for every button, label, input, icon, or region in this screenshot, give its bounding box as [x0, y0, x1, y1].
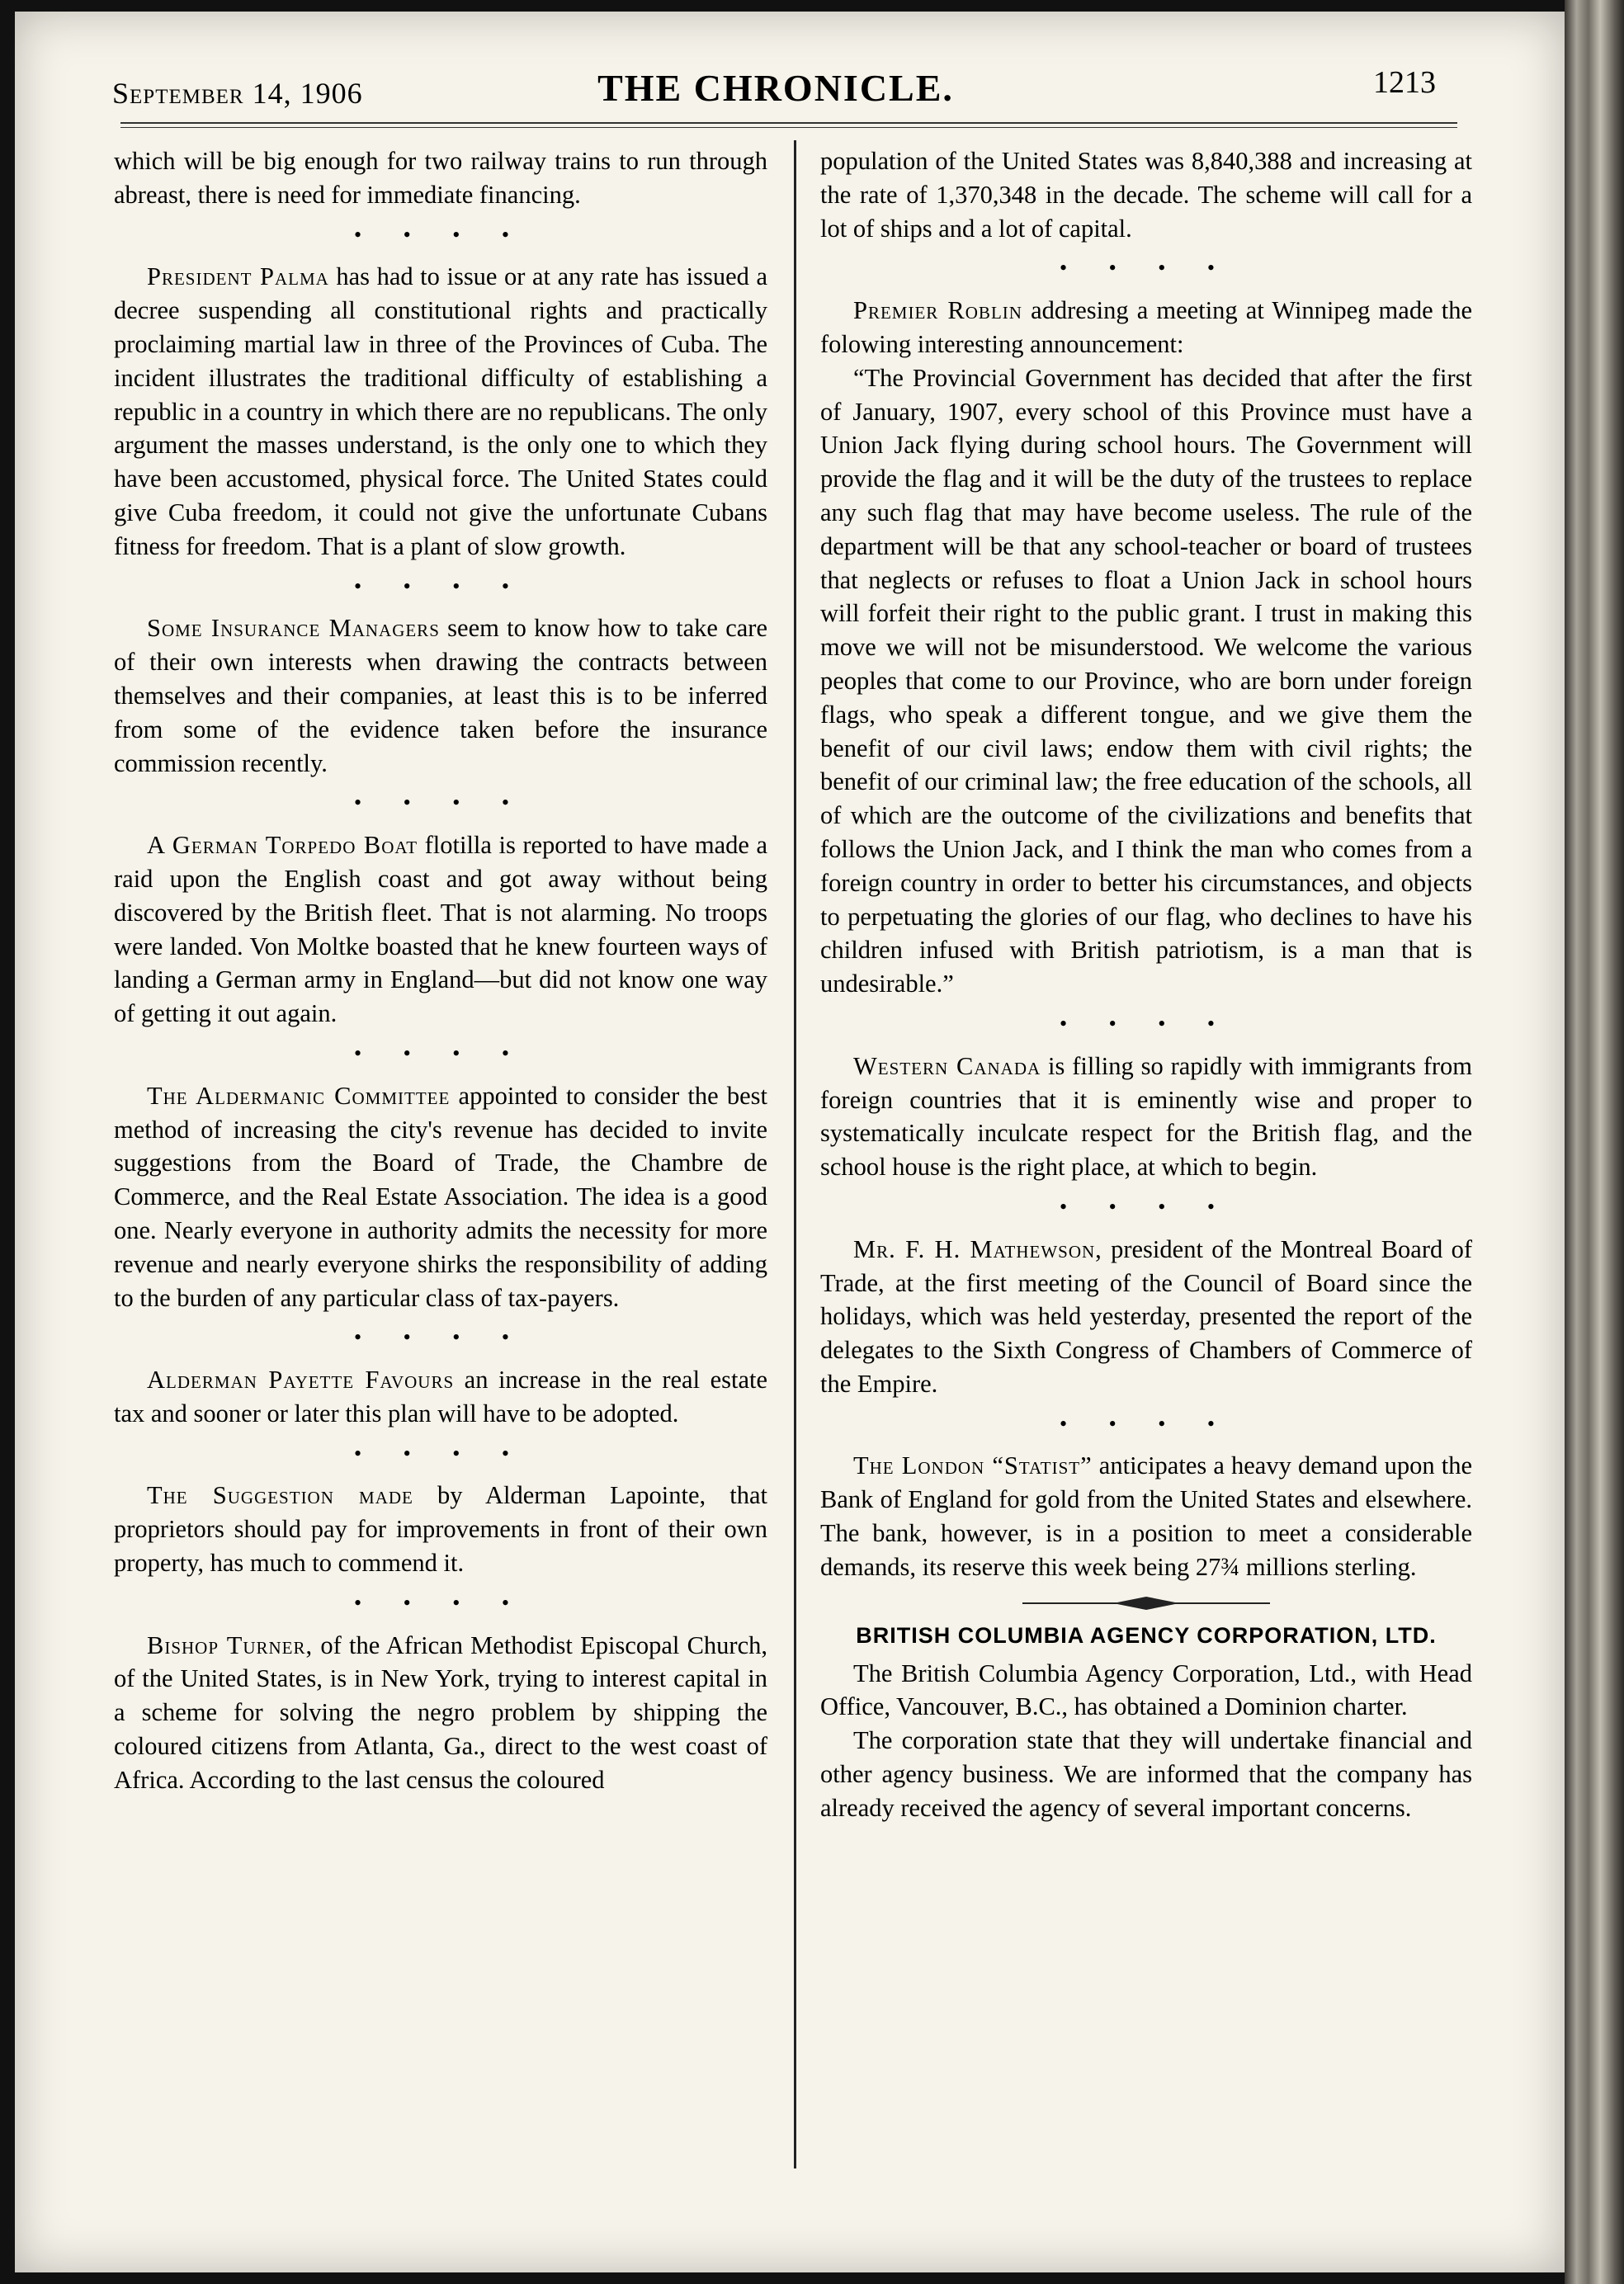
article-text: appointed to consider the best method of increasing the city's revenue has decided to invite suggestions from the Board of Trade, the Chambre de Commerce, and the Real Estate Association. The idea is a good one. Nearly everyone in authority admits the necessity for more revenue and nearly everyone shirks the responsibility of adding to the burden of any particular class of tax-payers. [114, 1081, 767, 1312]
article-text: anticipates a heavy demand upon the Bank of England for gold from the United States and elsewhere. The bank, however, is in a position to meet a considerable demands, its reserve this week being 27¾ millions sterling. [820, 1451, 1473, 1581]
article-text: of the African Methodist Episcopal Church, of the United States, is in New York, trying to interest capital in a scheme for solving the negro problem by shipping the coloured citizens from Atlanta, Ga., direct to the west coast of Africa. According to the last census the coloured [114, 1630, 767, 1794]
article-lead: A German Torpedo Boat [147, 831, 418, 860]
section-separator: • • • • [1060, 1411, 1233, 1436]
article-payette [114, 1363, 767, 1431]
page-header [99, 58, 1452, 116]
header-rule-thin [120, 127, 1457, 128]
article-lead: Alderman Payette Favours [147, 1366, 455, 1394]
article-text: by Alderman Lapointe, that proprietors should pay for improvements in front of their own property, has much to commend it. [114, 1481, 767, 1578]
article-turner [114, 1629, 767, 1797]
article-text: seem to know how to take care of their own interests when drawing the contracts between themselves and their companies, at least this is to be inferred from some of the evidence taken before the insurance commission recently. [114, 614, 767, 777]
header-page-number: 1213 [1373, 65, 1436, 100]
article-text: an increase in the real estate tax and sooner or later this plan will have to be adopted. [114, 1366, 767, 1428]
article-text: flotilla is reported to have made a raid upon the English coast and got away without being discovered by the British fleet. That is not alarming. No troops were landed. Von Moltke boasted that he knew fourteen ways of landing a German army in England—but did not know one way of getting it out again. [114, 831, 767, 1028]
section-separator: • • • • [1060, 256, 1233, 281]
article-lead: Premier Roblin [853, 296, 1022, 325]
header-date: September 14, 1906 [112, 77, 363, 110]
article-lead: Some Insurance Managers [147, 614, 440, 643]
bc-agency-paragraph-1: The British Columbia Agency Corporation, Ltd., with Head Office, Vancouver, B.C., has obtained a Dominion charter. [820, 1659, 1472, 1721]
article-lead: The Aldermanic Committee [147, 1081, 451, 1110]
column-divider [794, 140, 796, 2168]
article-insurance [114, 611, 767, 780]
article-roblin [820, 294, 1472, 361]
article-lead: The Suggestion made [147, 1481, 413, 1510]
section-separator: • • • • [354, 222, 527, 247]
article-text: is filling so rapidly with immigrants from foreign countries that it is eminently wise and proper to systematically inculcate respect for the British flag, and the school house is the right place, at which to begin. [820, 1051, 1472, 1182]
section-separator: • • • • [354, 1325, 527, 1350]
section-separator: • • • • [354, 573, 527, 598]
bc-agency-paragraph-2: The corporation state that they will undertake financial and other agency business. We are informed that the company has already received the agency of several important concerns. [820, 1726, 1472, 1822]
section-separator: • • • • [1060, 1194, 1233, 1219]
book-binding-edge [1565, 0, 1624, 2284]
article-text: addresing a meeting at Winnipeg made the folowing interesting announcement: [820, 296, 1472, 358]
article-torpedo [114, 828, 767, 1031]
article-aldermanic [114, 1079, 767, 1315]
right-column [820, 144, 1472, 1825]
section-separator: • • • • [354, 1590, 527, 1615]
section-ornament-rule [820, 1596, 1472, 1611]
section-separator: • • • • [354, 1041, 527, 1065]
bc-agency-heading: BRITISH COLUMBIA AGENCY CORPORATION, LTD. [856, 1622, 1437, 1648]
article-lead: Mr. F. H. Mathewson, [853, 1234, 1102, 1263]
left-column [114, 144, 767, 1797]
article-intro-continuation: which will be big enough for two railway trains to run through abreast, there is need for immediate financing. [114, 147, 767, 209]
article-text: has had to issue or at any rate has issued a decree suspending all constitutional rights and practically proclaiming martial law in three of the Provinces of Cuba. The incident illustrates the traditional difficulty of establishing a republic in a country in which there are no republicans. The only argument the masses understand, is the only one to which they have been accustomed, physical force. The United States could give Cuba freedom, it could not give the unfortunate Cubans fitness for freedom. That is a plant of slow growth. [114, 262, 767, 560]
section-separator: • • • • [354, 790, 527, 815]
section-separator: • • • • [1060, 1011, 1233, 1036]
ornament-rule-graphic [1022, 1596, 1270, 1611]
article-palma [114, 260, 767, 563]
article-lead: Western Canada [853, 1051, 1041, 1080]
article-turner-continuation: population of the United States was 8,840,388 and increasing at the rate of 1,370,348 in the decade. The scheme will call for a lot of ships and a lot of capital. [820, 147, 1472, 243]
header-rule [120, 122, 1457, 124]
article-suggestion [114, 1479, 767, 1579]
article-statist [820, 1449, 1472, 1583]
article-lead: President Palma [147, 262, 329, 291]
header-title: THE CHRONICLE. [597, 67, 954, 109]
article-lead: The London “Statist” [853, 1451, 1093, 1480]
article-roblin-quote: “The Provincial Government has decided that after the first of January, 1907, every school of this Province must have a Union Jack flying during school hours. The Government will provide the flag and it will be the duty of the trustees to replace any such flag that may have become useless. The rule of the department will be that any school-teacher or board of trustees that neglects or refuses to float a Union Jack in school hours will forfeit their right to the public grant. I trust in making this move we will not be misunderstood. We welcome the various peoples that come to our Province, who are born under foreign flags, who speak a different tongue, and we give them the benefit of our civil laws; endow them with civil rights; the benefit of our criminal law; the free education of the schools, all of which are the outcome of the civilizations and benefits that follows the Union Jack, and I think the man who comes from a foreign country in order to better his circumstances, and objects to perpetuating the glories of our flag, who declines to have his children infused with British patriotism, is a man that is undesirable.” [820, 363, 1472, 998]
article-lead: Bishop Turner, [147, 1630, 314, 1659]
article-text: president of the Montreal Board of Trade, at the first meeting of the Council of Board since the holidays, which was held yesterday, presented the report of the delegates to the Sixth Congress of Chambers of Commerce of the Empire. [820, 1234, 1472, 1398]
article-western-canada [820, 1050, 1472, 1184]
article-mathewson [820, 1233, 1472, 1401]
section-separator: • • • • [354, 1441, 527, 1465]
